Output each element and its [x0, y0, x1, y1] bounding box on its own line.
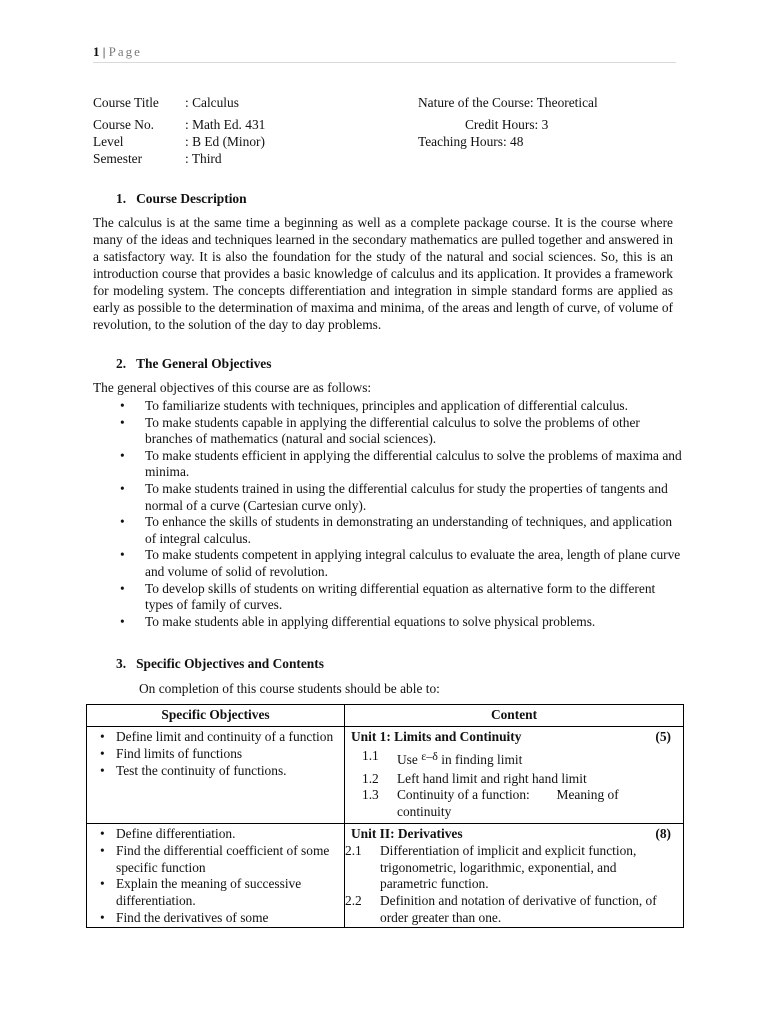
- course-title-value: : Calculus: [185, 95, 239, 110]
- item-number: 1.3: [362, 787, 379, 803]
- section-1-number: 1.: [116, 191, 127, 206]
- list-item: • Find limits of functions: [87, 746, 344, 763]
- level-value: : B Ed (Minor): [185, 134, 265, 149]
- content-item: [362, 748, 683, 769]
- course-description-text: The calculus is at the same time a beginning as well as a complete package course. It is the course where many of the ideas and techniques learned in the secondary mathematics are pulled together and answered in a satisfactory way. It is also the foundation for the study of the natural and social sciences. So, this is an introduction course that provides a basic knowledge of calculus and its application. It provides a framework for modeling system. The concepts differentiation and integration in simple standard forms are applied as early as possible to the determination of maxima and minima, of the areas and length of curve, of volume of revolution, to the solution of the day to day problems.: [93, 215, 673, 332]
- page-header: [93, 44, 142, 60]
- unit-2-hours: (8): [655, 826, 671, 841]
- epsilon-delta-symbol: ε–δ: [421, 748, 438, 763]
- course-title-label: Course Title: [93, 95, 159, 110]
- list-item: • To familiarize students with techniques, principles and application of differential calculus.: [93, 398, 683, 415]
- table-row: [87, 824, 684, 928]
- page-number: 1: [93, 44, 100, 59]
- section-3-title: Specific Objectives and Contents: [136, 656, 324, 671]
- list-item: • To develop skills of students on writing differential equation as alternative form to the different types of family of curves.: [93, 581, 683, 614]
- section-3-heading: [116, 656, 324, 672]
- item-text: Left hand limit and right hand limit: [397, 770, 587, 786]
- section-3-number: 3.: [116, 656, 127, 671]
- item-text: Continuity of a function: Meaning of continuity: [397, 787, 623, 820]
- specific-objectives-intro: On completion of this course students should be able to:: [139, 681, 440, 696]
- course-nature: Nature of the Course: Theoretical: [418, 95, 598, 110]
- section-2-heading: [116, 356, 271, 372]
- list-item: • To make students able in applying differential equations to solve physical problems.: [93, 614, 683, 631]
- general-objectives-list: [93, 398, 683, 630]
- unit-2-title: Unit II: Derivatives: [351, 826, 463, 841]
- unit-2-objectives: [87, 824, 345, 928]
- section-1-title: Course Description: [136, 191, 247, 206]
- unit-1-hours: (5): [655, 729, 671, 744]
- table-header-row: [87, 705, 684, 727]
- objectives-intro: The general objectives of this course are as follows:: [93, 380, 372, 395]
- list-item: • To make students competent in applying integral calculus to evaluate the area, length of plane curve and volume of solid of revolution.: [93, 547, 683, 580]
- section-2-title: The General Objectives: [136, 356, 272, 371]
- item-text: Differentiation of implicit and explicit function, trigonometric, logarithmic, exponential, and parametric function.: [380, 842, 637, 892]
- column-header-objectives: Specific Objectives: [87, 705, 345, 727]
- item-number: 1.2: [362, 770, 379, 786]
- course-number-label: Course No.: [93, 117, 154, 132]
- list-item: • To enhance the skills of students in demonstrating an understanding of techniques, and application of integral calculus.: [93, 514, 683, 547]
- section-2-number: 2.: [116, 356, 127, 371]
- section-1-heading: [116, 191, 247, 207]
- level-label: Level: [93, 134, 124, 149]
- unit-1-content: [345, 727, 684, 824]
- list-item: • Test the continuity of functions.: [87, 763, 344, 780]
- item-number: 1.1: [362, 747, 379, 763]
- list-item: • To make students efficient in applying the differential calculus to solve the problems of maxima and minima.: [93, 448, 683, 481]
- page-label: Page: [108, 44, 142, 59]
- item-number: 2.2: [345, 893, 362, 909]
- list-item: • To make students capable in applying the differential calculus to solve the problems of other branches of mathematics (natural and social sciences).: [93, 415, 683, 448]
- unit-1-objectives: [87, 727, 345, 824]
- item-text-pre: Use: [397, 751, 422, 767]
- list-item: • Explain the meaning of successive differentiation.: [87, 876, 344, 910]
- item-text: Definition and notation of derivative of function, of order greater than one.: [380, 893, 657, 925]
- semester-label: Semester: [93, 151, 143, 166]
- unit-1-title: Unit 1: Limits and Continuity: [351, 729, 522, 744]
- content-item: [362, 787, 683, 821]
- list-item: • Find the derivatives of some: [87, 910, 344, 927]
- content-item: [362, 771, 683, 788]
- objectives-content-table: [86, 704, 684, 928]
- list-item: • To make students trained in using the differential calculus for study the properties of tangents and normal of a curve (Cartesian curve only).: [93, 481, 683, 514]
- item-text-post: in finding limit: [437, 751, 523, 767]
- unit-2-content: [345, 824, 684, 928]
- list-item: • Define limit and continuity of a function: [87, 729, 344, 746]
- header-divider: [93, 62, 676, 63]
- list-item: • Define differentiation.: [87, 826, 344, 843]
- header-separator: |: [99, 44, 109, 59]
- unit-1-title-row: [345, 727, 683, 746]
- content-item: [345, 843, 683, 893]
- semester-value: : Third: [185, 151, 222, 166]
- content-item: [345, 893, 683, 927]
- item-number: 2.1: [345, 842, 362, 858]
- teaching-hours: Teaching Hours: 48: [418, 134, 524, 149]
- table-row: [87, 727, 684, 824]
- unit-2-title-row: [345, 824, 683, 843]
- list-item: • Find the differential coefficient of some specific function: [87, 843, 344, 877]
- credit-hours: Credit Hours: 3: [465, 117, 549, 132]
- course-number-value: : Math Ed. 431: [185, 117, 266, 132]
- column-header-content: Content: [345, 705, 684, 727]
